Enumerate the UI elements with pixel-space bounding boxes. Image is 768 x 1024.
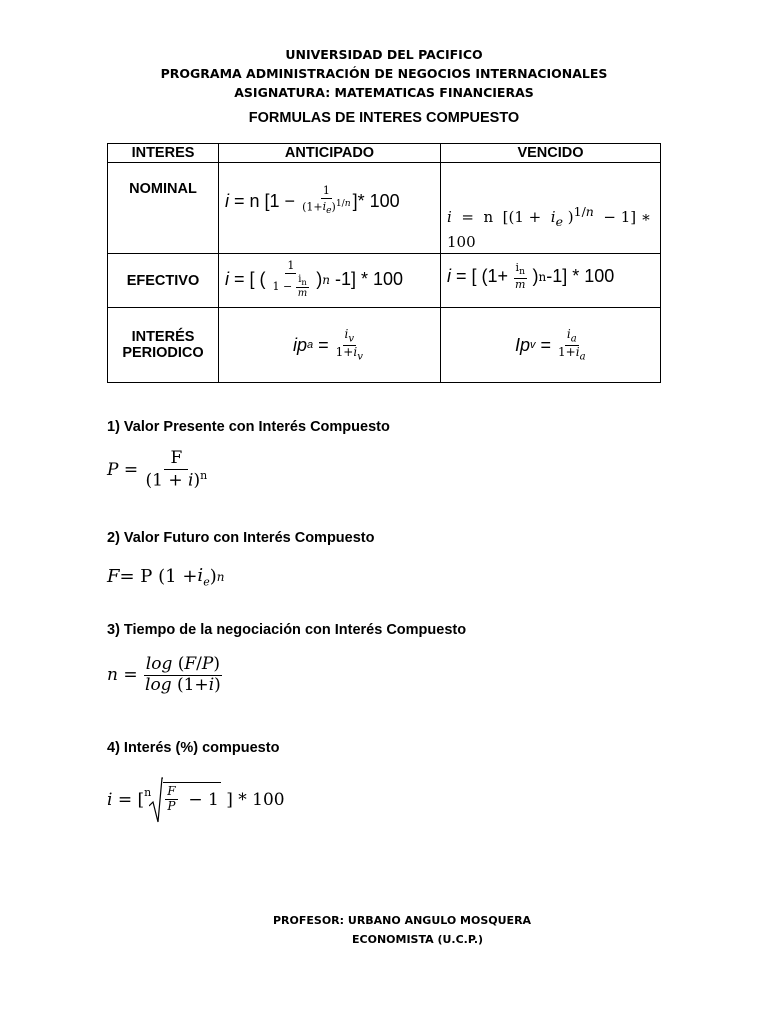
formula-efectivo-anticipado: i = [ ( 1 1 − $\frac{i_n}{m}$ ) n -1] * 100 bbox=[219, 254, 441, 308]
header-interes: INTERES bbox=[108, 144, 219, 163]
table-row-efectivo bbox=[108, 254, 661, 308]
formula-table bbox=[107, 143, 661, 383]
formula-present-value: P = $\frac{F}{(1 + i)^n}$ bbox=[107, 448, 208, 491]
table-header-row bbox=[108, 144, 661, 163]
formula-nominal-vencido: i = n [($1 + i_e$ )$^{1/n}$ − 1] ∗ 100 bbox=[441, 163, 661, 254]
section-4-title: 4) Interés (%) compuesto bbox=[107, 740, 280, 756]
row-label-periodico bbox=[108, 308, 219, 383]
header-anticipado: ANTICIPADO bbox=[219, 144, 441, 163]
professor-title: ECONOMISTA (U.C.P.) bbox=[352, 933, 484, 946]
university-name: UNIVERSIDAD DEL PACIFICO bbox=[285, 47, 483, 62]
formula-compound-rate: i = [ $^n$ $\frac{F}{P}$ − 1 ] * 100 bbox=[107, 776, 285, 824]
row-label-efectivo: EFECTIVO bbox=[108, 254, 219, 308]
header-vencido: VENCIDO bbox=[441, 144, 661, 163]
section-2-title: 2) Valor Futuro con Interés Compuesto bbox=[107, 530, 375, 546]
table-row-periodico bbox=[108, 308, 661, 383]
row-label-periodico-line2: PERIODICO bbox=[122, 345, 204, 361]
formula-negotiation-time: n = $\frac{\log (F/P)}{\log (1+i)}$ bbox=[107, 654, 221, 695]
page-title: FORMULAS DE INTERES COMPUESTO bbox=[248, 110, 520, 126]
program-name: PROGRAMA ADMINISTRACIÓN DE NEGOCIOS INTERNACIONALES bbox=[160, 66, 608, 81]
course-name: ASIGNATURA: MATEMATICAS FINANCIERAS bbox=[234, 85, 534, 100]
formula-periodico-vencido: Ip v = $\frac{i_a}{1+i_a}$ bbox=[441, 308, 661, 383]
table-row-nominal bbox=[108, 163, 661, 254]
section-3-title: 3) Tiempo de la negociación con Interés Compuesto bbox=[107, 622, 467, 638]
professor-name: PROFESOR: URBANO ANGULO MOSQUERA bbox=[273, 914, 532, 927]
formula-future-value: F = P (1 + $i_e$ ) n bbox=[107, 565, 225, 589]
row-label-nominal: NOMINAL bbox=[108, 163, 219, 254]
formula-nominal-anticipado: i = n [1 − $\frac{1}{(1+i_e)^{1/n}}$ ]* 100 bbox=[219, 163, 441, 254]
section-1-title: 1) Valor Presente con Interés Compuesto bbox=[107, 419, 390, 435]
row-label-periodico-line1: INTERÉS bbox=[131, 329, 195, 345]
radical-sign-icon bbox=[149, 776, 163, 824]
formula-periodico-anticipado: ip a = $\frac{i_v}{1+i_v}$ bbox=[219, 308, 441, 383]
formula-efectivo-vencido: i = [ (1+ $\frac{i_n}{m}$ ) n -1] * 100 bbox=[441, 254, 661, 308]
